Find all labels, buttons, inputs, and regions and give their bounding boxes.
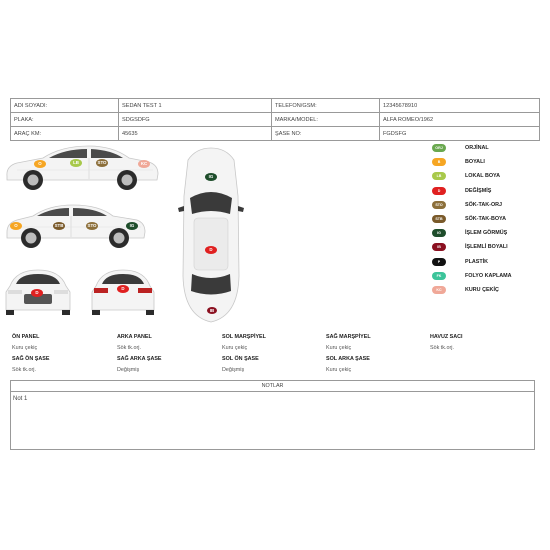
- badge-side1-mid: LB: [70, 159, 82, 167]
- badge-side2-door2: STO: [87, 223, 97, 228]
- info-value: 12345678910: [380, 99, 540, 113]
- part-name: SOL ÖN ŞASE: [222, 356, 259, 362]
- notes-title: NOTLAR: [11, 381, 534, 392]
- parts-value-row: [10, 365, 540, 376]
- legend-item: [430, 241, 540, 255]
- part-status: Sök tk.orj.: [430, 345, 454, 351]
- info-label: PLAKA:: [11, 113, 119, 127]
- legend-chip: IG: [432, 229, 446, 237]
- part-name: SAĞ ARKA ŞASE: [117, 356, 162, 362]
- legend-chip: FK: [432, 272, 446, 280]
- info-value: SDGSDFG: [119, 113, 272, 127]
- part-name: SOL ARKA ŞASE: [326, 356, 370, 362]
- badge-side2-front: IG: [126, 222, 138, 230]
- badge-top-trunk: IB: [207, 307, 217, 314]
- parts-header-row: [10, 354, 540, 365]
- legend-label: DEĞİŞMİŞ: [465, 187, 492, 194]
- parts-status-grid: [10, 332, 540, 376]
- legend-item: [430, 185, 540, 199]
- info-label: ŞASE NO:: [272, 127, 380, 141]
- parts-header-row: [10, 332, 540, 343]
- legend-label: KURU ÇEKİÇ: [465, 286, 499, 293]
- legend-item: [430, 270, 540, 284]
- legend-item: [430, 170, 540, 184]
- legend-chip: STB: [432, 215, 446, 223]
- car-side-left-view: [3, 142, 161, 192]
- legend-item: [430, 256, 540, 270]
- legend-item: [430, 156, 540, 170]
- badge-top-hood: D: [205, 246, 217, 254]
- badge-rear-view: D: [117, 285, 129, 293]
- part-status: Sök tk.orj.: [117, 345, 141, 351]
- legend-label: PLASTİK: [465, 258, 489, 265]
- legend-chip: D: [432, 187, 446, 195]
- badge-side2-door1: STB: [54, 223, 64, 228]
- info-label: MARKA/MODEL:: [272, 113, 380, 127]
- badge-top-roof: IG: [205, 173, 217, 181]
- part-status: Değişmiş: [222, 367, 245, 373]
- legend-chip: KC: [432, 286, 446, 294]
- info-label: TELEFON/GSM:: [272, 99, 380, 113]
- legend-label: LOKAL BOYA: [465, 173, 501, 180]
- badge-side1-rear: KC: [138, 160, 150, 168]
- part-name: SOL MARŞPİYEL: [222, 334, 266, 340]
- info-value: SEDAN TEST 1: [119, 99, 272, 113]
- damage-legend: [430, 142, 540, 298]
- info-row: [11, 127, 540, 141]
- info-row: [11, 99, 540, 113]
- legend-item: [430, 142, 540, 156]
- info-label: ARAÇ KM:: [11, 127, 119, 141]
- legend-chip: P: [432, 258, 446, 266]
- legend-label: SÖK-TAK-BOYA: [465, 215, 507, 222]
- parts-value-row: [10, 343, 540, 354]
- legend-chip: IB: [432, 243, 446, 251]
- legend-label: İŞLEM GÖRMÜŞ: [465, 230, 508, 237]
- legend-item: [430, 199, 540, 213]
- info-value: 45635: [119, 127, 272, 141]
- legend-label: SÖK-TAK-ORJ: [465, 201, 503, 208]
- part-status: Sök tk.orj.: [12, 367, 36, 373]
- legend-chip: LB: [432, 172, 446, 180]
- info-value: ALFA ROMEO/1962: [380, 113, 540, 127]
- legend-label: FOLYO KAPLAMA: [465, 272, 512, 279]
- part-name: SAĞ MARŞPİYEL: [326, 334, 371, 340]
- legend-chip: STO: [432, 201, 446, 209]
- badge-front-view: D: [31, 289, 43, 297]
- legend-chip: B: [432, 158, 446, 166]
- notes-box: [10, 380, 535, 450]
- part-status: Değişmiş: [117, 367, 140, 373]
- part-name: ARKA PANEL: [117, 334, 152, 340]
- legend-label: ORJİNAL: [465, 145, 489, 151]
- legend-chip: ORJ: [432, 144, 446, 152]
- info-value: FGDSFG: [380, 127, 540, 141]
- info-label: ADI SOYADI:: [11, 99, 119, 113]
- badge-side1-front: O: [34, 160, 46, 168]
- legend-label: BOYALI: [465, 159, 485, 166]
- legend-item: [430, 284, 540, 298]
- legend-item: [430, 213, 540, 227]
- part-status: Kuru çekiç: [222, 345, 248, 351]
- info-row: [11, 113, 540, 127]
- vehicle-info-table: [10, 98, 540, 141]
- legend-item: [430, 227, 540, 241]
- part-status: Kuru çekiç: [326, 345, 352, 351]
- part-name: SAĞ ÖN ŞASE: [12, 356, 50, 362]
- legend-label: İŞLEMLİ BOYALI: [465, 244, 508, 251]
- notes-body: Not 1: [13, 396, 28, 402]
- part-name: HAVUZ SACI: [430, 334, 463, 340]
- badge-side2-rear: O: [10, 222, 22, 230]
- part-status: Kuru çekiç: [326, 367, 352, 373]
- part-name: ÖN PANEL: [12, 334, 40, 340]
- part-status: Kuru çekiç: [12, 345, 38, 351]
- badge-side1-door: STO: [97, 160, 107, 165]
